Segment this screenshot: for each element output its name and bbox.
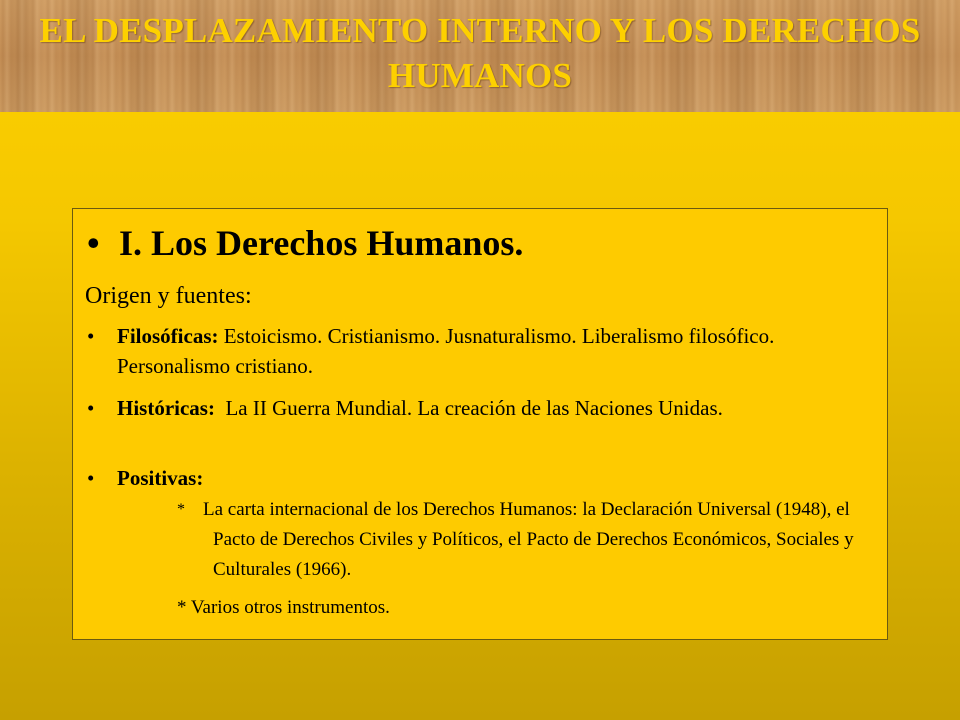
section-heading bbox=[87, 223, 523, 263]
sub-item-otros bbox=[177, 593, 877, 623]
sub-item-text: Varios otros instrumentos. bbox=[190, 597, 390, 618]
list-item-positivas bbox=[85, 463, 875, 493]
asterisk-icon: * bbox=[177, 501, 185, 518]
section-heading-text: I. Los Derechos Humanos. bbox=[119, 223, 524, 263]
slide-title: EL DESPLAZAMIENTO INTERNO Y LOS DERECHOS HUMANOS bbox=[39, 11, 921, 95]
bullet-icon: • bbox=[87, 223, 100, 263]
item-label: Filosóficas: bbox=[117, 324, 219, 348]
item-label: Positivas: bbox=[117, 466, 204, 490]
item-text: Estoicismo. Cristianismo. Jusnaturalismo. Liberalismo filosófico. Personalismo cristiano. bbox=[117, 324, 775, 378]
title-bar bbox=[0, 0, 960, 112]
sub-item-carta bbox=[177, 495, 877, 585]
asterisk-icon: * bbox=[177, 597, 187, 618]
content-box bbox=[72, 208, 888, 640]
list-item-historicas bbox=[85, 393, 875, 423]
list-item-filosoficas bbox=[85, 321, 875, 381]
sub-item-text: La carta internacional de los Derechos Humanos: la Declaración Universal (1948), el Pacto de Derechos Civiles y Políticos, el Pacto de Derechos Económicos, Sociales y Culturales (1966). bbox=[203, 499, 854, 580]
item-label: Históricas: bbox=[117, 396, 215, 420]
bullet-icon: • bbox=[87, 324, 95, 348]
bullet-icon: • bbox=[87, 396, 95, 420]
item-text: La II Guerra Mundial. La creación de las Naciones Unidas. bbox=[225, 396, 723, 420]
subheading: Origen y fuentes: bbox=[85, 283, 252, 309]
bullet-icon: • bbox=[87, 466, 95, 490]
